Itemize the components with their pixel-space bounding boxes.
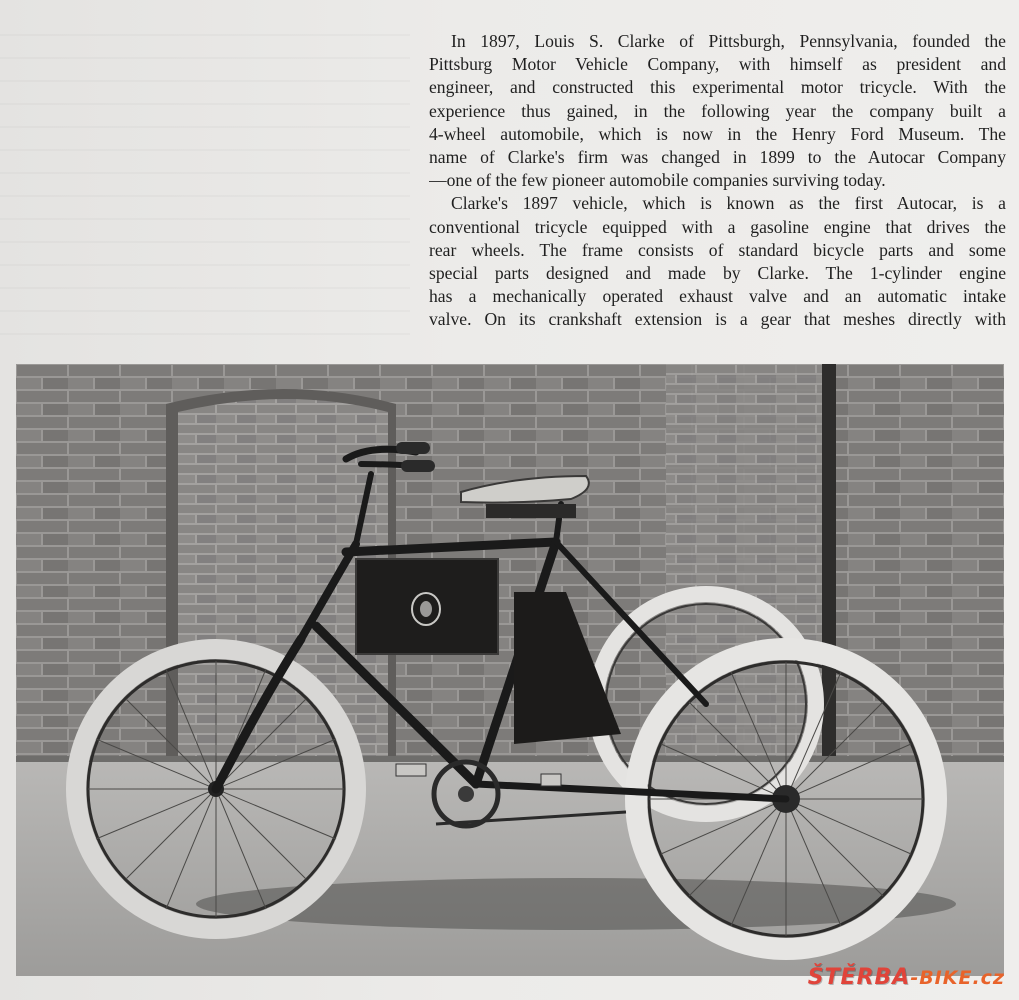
text-line: 4-wheel automobile, which is now in the Henry Ford Museum. The [429, 123, 1006, 144]
pedal [396, 764, 426, 776]
text-line: Pittsburg Motor Vehicle Company, with himself as president and [429, 54, 1006, 75]
brick-wall [16, 364, 1004, 764]
text-line: has a mechanically operated exhaust valve and an automatic intake [429, 286, 1006, 307]
watermark-suffix: -BIKE.cz [910, 967, 1005, 989]
text-line: rear wheels. The frame consists of standard bicycle parts and some [429, 239, 1006, 260]
text-line: engineer, and constructed this experimental motor tricycle. With the [429, 77, 1006, 98]
article-text [429, 30, 1006, 332]
text-line: conventional tricycle equipped with a gasoline engine that drives the [429, 216, 1006, 237]
tricycle-photo-drawing [16, 364, 1004, 976]
wall-pipe [822, 364, 836, 764]
page-show-through [0, 20, 410, 350]
text-line: experience thus gained, in the following year the company built a [429, 100, 1006, 121]
text-line: Clarke's 1897 vehicle, which is known as the first Autocar, is a [451, 193, 1006, 214]
paragraph-1 [429, 30, 1006, 192]
text-line: name of Clarke's firm was changed in 1899 to the Autocar Company [429, 147, 1006, 168]
text-line: special parts designed and made by Clarke. The 1-cylinder engine [429, 263, 1006, 284]
text-line: valve. On its crankshaft extension is a gear that meshes directly with [429, 309, 1006, 330]
text-line: —one of the few pioneer automobile companies surviving today. [429, 170, 886, 191]
text-line: In 1897, Louis S. Clarke of Pittsburgh, Pennsylvania, founded the [451, 31, 1006, 51]
watermark-brand: ŠTĚRBA [807, 965, 911, 990]
site-watermark [808, 965, 1005, 990]
paragraph-2 [429, 192, 1006, 331]
tricycle-photo [16, 364, 1004, 976]
handlebar-grip [396, 442, 430, 454]
